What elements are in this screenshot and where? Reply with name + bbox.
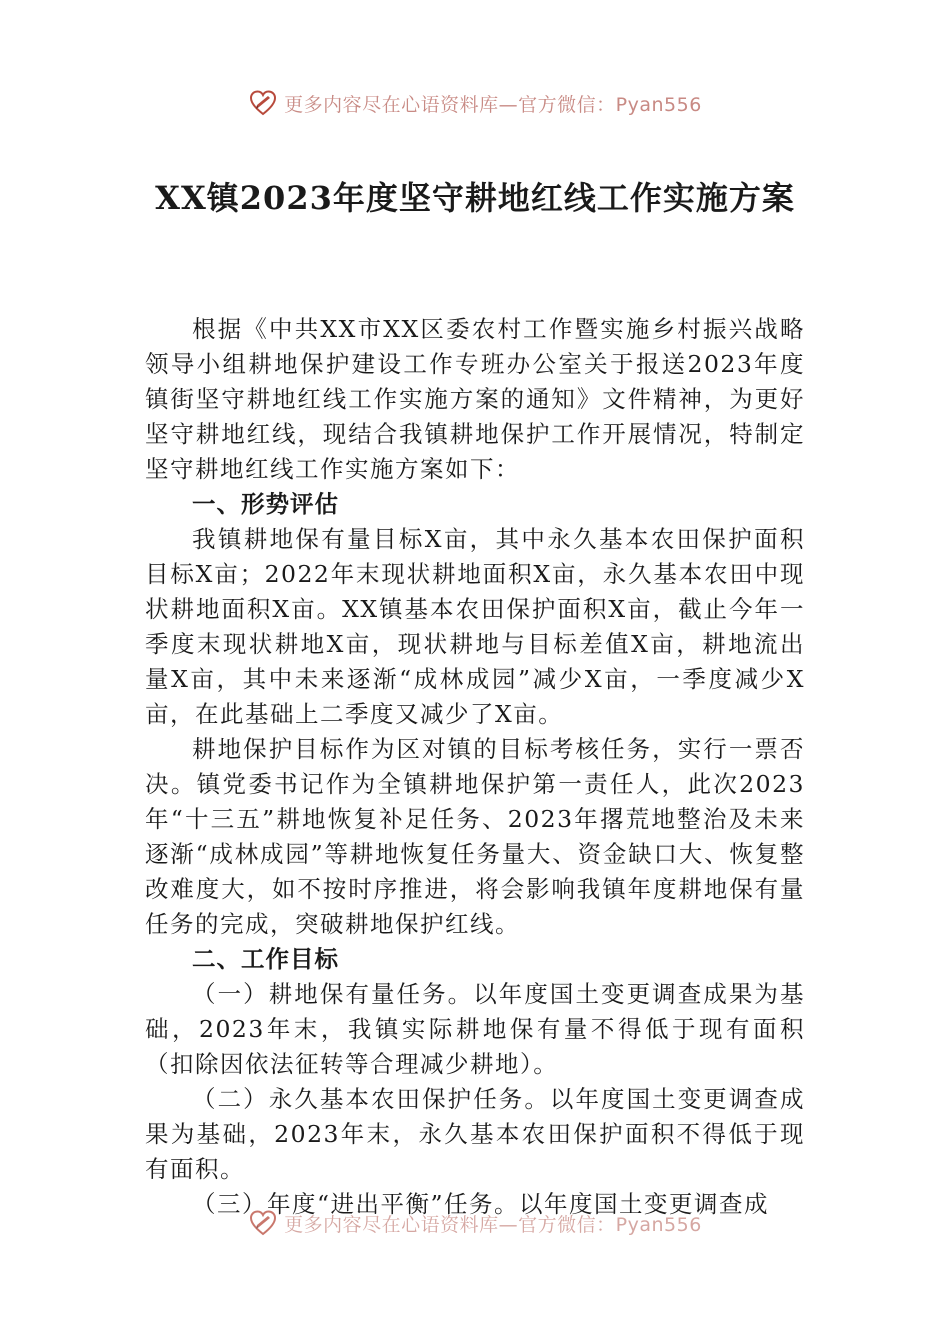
watermark-footer	[0, 1208, 950, 1238]
heart-logo-icon	[248, 88, 278, 118]
goal-item-1: （一）耕地保有量任务。以年度国土变更调查成果为基础，2023年末，我镇实际耕地保有量不得低于现有面积（扣除因依法征转等合理减少耕地）。	[145, 980, 805, 1078]
section-heading-situation: 一、形势评估	[192, 490, 339, 518]
watermark-text: 更多内容尽在心语资料库—官方微信：Pyan556	[284, 1213, 702, 1236]
watermark-header	[0, 88, 950, 118]
section-heading-goals: 二、工作目标	[192, 945, 339, 973]
goal-item-3: （三）年度“进出平衡”任务。以年度国土变更调查成	[192, 1190, 770, 1218]
situation-paragraph-1: 我镇耕地保有量目标X亩，其中永久基本农田保护面积目标X亩；2022年末现状耕地面积X亩，永久基本农田中现状耕地面积X亩。XX镇基本农田保护面积X亩，截止今年一季度末现状耕地X亩，现状耕地与目标差值X亩，耕地流出量X亩，其中未来逐渐“成林成园”减少X亩，一季度减少X亩，在此基础上二季度又减少了X亩。	[145, 525, 805, 728]
heart-logo-icon	[248, 1208, 278, 1238]
intro-paragraph: 根据《中共XX市XX区委农村工作暨实施乡村振兴战略领导小组耕地保护建设工作专班办公室关于报送2023年度镇街坚守耕地红线工作实施方案的通知》文件精神，为更好坚守耕地红线，现结合我镇耕地保护工作开展情况，特制定坚守耕地红线工作实施方案如下：	[145, 315, 805, 483]
goal-item-2: （二）永久基本农田保护任务。以年度国土变更调查成果为基础，2023年末，永久基本农田保护面积不得低于现有面积。	[145, 1085, 805, 1183]
situation-paragraph-2: 耕地保护目标作为区对镇的目标考核任务，实行一票否决。镇党委书记作为全镇耕地保护第一责任人，此次2023年“十三五”耕地恢复补足任务、2023年撂荒地整治及未来逐渐“成林成园”等耕地恢复任务量大、资金缺口大、恢复整改难度大，如不按时序推进，将会影响我镇年度耕地保有量任务的完成，突破耕地保护红线。	[145, 735, 805, 938]
document-title: XX镇2023年度坚守耕地红线工作实施方案	[155, 179, 795, 217]
document-body	[145, 312, 805, 1222]
watermark-text: 更多内容尽在心语资料库—官方微信：Pyan556	[284, 93, 702, 116]
